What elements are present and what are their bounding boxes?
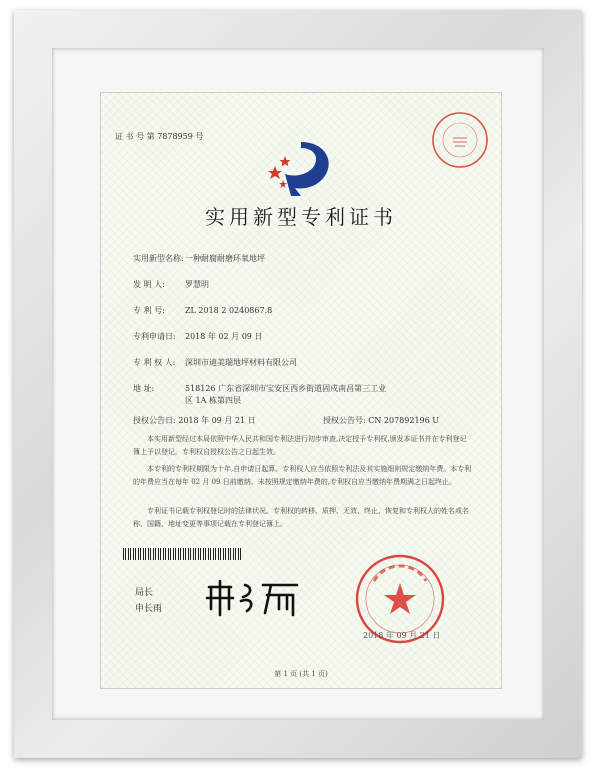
field-label: 地 址: bbox=[133, 384, 155, 393]
certificate-title: 实用新型专利证书 bbox=[205, 205, 397, 229]
field-value: 区 1A 栋第四层 bbox=[185, 396, 241, 405]
field-address-line2 bbox=[133, 395, 241, 406]
field-value: 罗慧明 bbox=[185, 280, 209, 289]
grant-number: 授权公告号: CN 207892196 U bbox=[323, 416, 439, 425]
patent-certificate bbox=[100, 92, 502, 689]
field-value: 518126 广东省深圳市宝安区西乡街道固戍南昌第三工业 bbox=[185, 384, 387, 393]
field-label: 专 利 权 人: bbox=[133, 358, 176, 367]
field-label: 专 利 号: bbox=[133, 306, 165, 315]
field-patentee bbox=[133, 357, 297, 368]
agency-stamp bbox=[431, 111, 489, 169]
barcode bbox=[123, 548, 243, 560]
signature-title: 局长 bbox=[135, 588, 154, 598]
field-utility-model-name bbox=[133, 253, 265, 264]
paragraph-2: 本专利的专利权期限为十年,自申请日起算。专利权人应当依照专利法及其实施细则规定缴纳年费。本专利的年费应当在每年 02 月 09 日前缴纳。未按照规定缴纳年费的,专利权自应当缴纳年费期满之日起终止。 bbox=[133, 465, 472, 486]
field-value: 2018 年 02 月 09 日 bbox=[185, 332, 263, 341]
certificate-number: 证 书 号 第 7878959 号 bbox=[115, 132, 204, 141]
paragraph-3: 专利证书记载专利权登记时的法律状况。专利权的转移、质押、无效、终止、恢复和专利权人的姓名或名称、国籍、地址变更等事项记载在专利登记簿上。 bbox=[133, 507, 469, 528]
signature-name: 申长雨 bbox=[135, 604, 163, 614]
grant-date: 授权公告日: 2018 年 09 月 21 日 bbox=[133, 416, 256, 425]
page-number: 第 1 页 (共 1 页) bbox=[274, 670, 328, 678]
seal-date: 2018 年 09 月 21 日 bbox=[363, 631, 441, 640]
field-label: 实用新型名称: bbox=[133, 254, 184, 263]
field-value: ZL 2018 2 0240867.8 bbox=[185, 306, 273, 315]
field-inventor bbox=[133, 279, 209, 290]
field-patent-number bbox=[133, 305, 272, 316]
field-label: 专利申请日: bbox=[133, 332, 176, 341]
sipo-logo bbox=[261, 138, 341, 200]
field-label: 发 明 人: bbox=[133, 280, 165, 289]
field-value: 深圳市迪美瑞地坪材料有限公司 bbox=[185, 358, 297, 367]
field-application-date bbox=[133, 331, 262, 342]
field-value: 一种耐腐耐磨环氧地坪 bbox=[185, 254, 265, 263]
paragraph-1: 本实用新型经过本局依照中华人民共和国专利法进行初步审查,决定授予专利权,颁发本证书并在专利登记簿上予以登记。专利权自授权公告之日起生效。 bbox=[133, 435, 467, 456]
field-address bbox=[133, 383, 386, 394]
handwritten-signature bbox=[201, 573, 311, 618]
